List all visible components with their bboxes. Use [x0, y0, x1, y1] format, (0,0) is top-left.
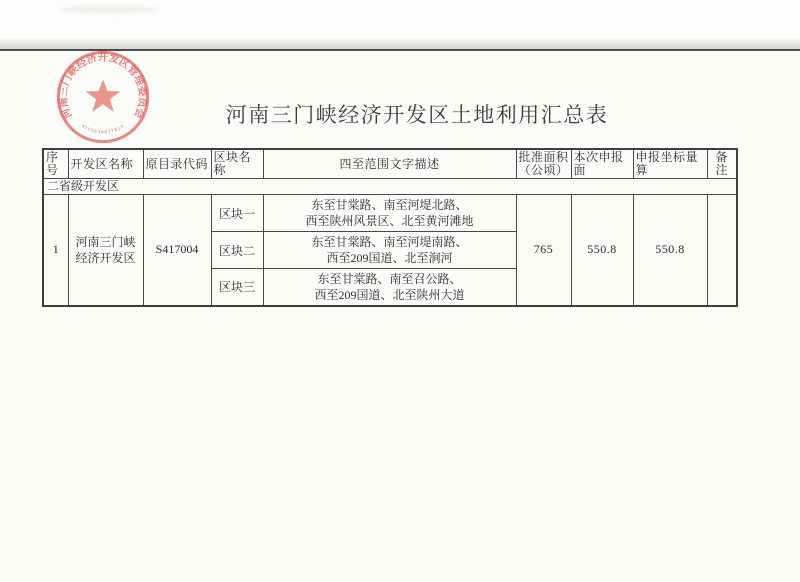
- cell-approved-area: 765: [516, 195, 571, 306]
- header-boundary-desc: 四至范围文字描述: [263, 149, 516, 179]
- header-declared-area: 本次申报面: [571, 149, 633, 179]
- desc-line: 西至209国道、北至陕州大道: [314, 287, 465, 302]
- desc-line: 东至甘棠路、南至河堤南路、: [311, 235, 468, 249]
- official-seal: [55, 49, 151, 145]
- scan-fold-shadow: [0, 37, 800, 49]
- cell-coordinate-area: 550.8: [633, 195, 707, 306]
- cell-boundary-desc-1: [263, 195, 516, 232]
- cell-block-name-2: 区块二: [211, 232, 263, 269]
- header-zone-name: 开发区名称: [68, 149, 143, 179]
- desc-line: 东至甘棠路、南至召公路、: [317, 271, 462, 286]
- header-approved-area: 批准面积（公顷）: [516, 149, 571, 179]
- cell-boundary-desc-3: [263, 269, 516, 306]
- cell-seq: 1: [43, 195, 68, 306]
- land-use-table: [42, 148, 738, 307]
- cell-catalog-code: S417004: [143, 195, 211, 306]
- document-title: 河南三门峡经济开发区土地利用汇总表: [225, 103, 609, 127]
- header-coordinate-area: 申报坐标量算: [633, 149, 707, 179]
- cell-declared-area: 550.8: [571, 195, 633, 306]
- header-seq: 序号: [43, 149, 68, 179]
- seal-code-text: 4112030037813: [80, 123, 126, 136]
- header-remark: 备注: [707, 149, 737, 179]
- scan-smudge: [60, 5, 160, 14]
- desc-line: 西至209国道、北至涧河: [326, 251, 453, 265]
- table-header-row: [43, 149, 737, 179]
- desc-line: 东至甘棠路、南至河堤北路、: [311, 198, 468, 212]
- cell-block-name-3: 区块三: [211, 269, 263, 306]
- category-row: [43, 179, 737, 195]
- seal-ring-text: 河南三门峡经济开发区管理委员会: [58, 52, 148, 120]
- desc-line: 西至陕州风景区、北至黄河滩地: [305, 214, 474, 228]
- table-row-block-1: [43, 195, 737, 232]
- cell-block-name-1: 区块一: [211, 195, 263, 232]
- header-catalog-code: 原目录代码: [143, 149, 211, 179]
- cell-remark: [707, 195, 737, 306]
- cell-boundary-desc-2: [263, 232, 516, 269]
- header-block-name: 区块名称: [211, 149, 263, 179]
- cell-zone-name: 河南三门峡经济开发区: [68, 195, 143, 306]
- category-label: 二省级开发区: [43, 179, 737, 195]
